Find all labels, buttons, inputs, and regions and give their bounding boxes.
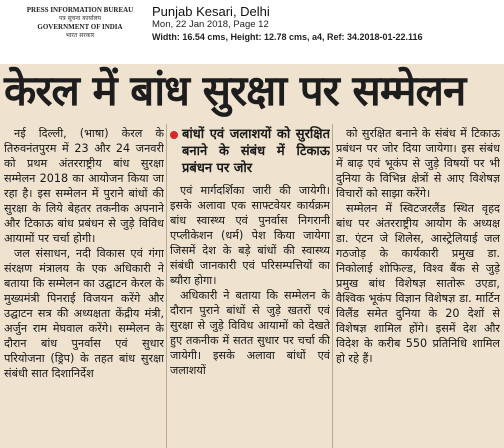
paragraph: अधिकारी ने बताया कि सम्मेलन के दौरान पुराने बांधों से जुड़े खतरों एवं सुरक्षा से जुड़े विविध आयामों को देखते हुए तकनीक में सतत सुधार पर चर्चा की जायेगी। इसके अलावा बांधों एवं जलाशयों xyxy=(170,289,330,377)
clipping-header xyxy=(0,0,504,64)
subhead-text: बांधों एवं जलाशयों को सुरक्षित बनाने के संबंध में टिकाऊ प्रबंधन पर जोर xyxy=(182,127,330,176)
newspaper-clipping xyxy=(0,64,504,448)
article-column-3 xyxy=(336,126,500,448)
date-page: Mon, 22 Jan 2018, Page 12 xyxy=(152,19,269,30)
article-column-2 xyxy=(170,126,330,448)
column-divider xyxy=(166,124,167,448)
publication-name: Punjab Kesari, Delhi xyxy=(152,4,270,19)
column-divider xyxy=(332,124,333,448)
clipping-meta xyxy=(152,4,502,43)
pib-emblem xyxy=(6,6,154,58)
org-name-hi: पत्र सूचना कार्यालय xyxy=(58,15,102,22)
org-name-en: PRESS INFORMATION BUREAU xyxy=(26,6,134,14)
paragraph: जल संसाधन, नदी विकास एवं गंगा संरक्षण मंत्रालय के एक अधिकारी ने बताया कि सम्मेलन का उद्घाटन केरल के मुख्यमंत्री पिनराई विजयन करेंगे और उद्घाटन सत्र की अध्यक्षता केंद्रीय मंत्री, अर्जुन राम मेघवाल करेंगे। सम्मेलन के दौरान बांध पुनर्वास एवं सुधार परियोजना (ड्रिप) के तहत बांध सुरक्षा संबंधी सात दिशानिर्देश xyxy=(4,247,164,380)
paragraph: नई दिल्ली, (भाषा) केरल के तिरुवनंतपुरम में 23 और 24 जनवरी को प्रथम अंतरराष्ट्रीय बांध सुरक्षा सम्मेलन 2018 का आयोजन किया जा रहा है। इस सम्मेलन में पुराने बांधों की सुरक्षा के लिये बेहतर तकनीक अपनाने और टिकाऊ बांध प्रबंधन से जुड़े विविध आयामों पर चर्चा होगी। xyxy=(4,127,164,245)
paragraph: एवं मार्गदर्शिका जारी की जायेगी। इसके अलावा एक साफ्टवेयर कार्यक्रम बांध स्वास्थ्य एवं पुनर्वास निगरानी एप्लीकेशन (धर्म) पेश किया जायेगा जिसमें देश के बड़े बांधों की स्वास्थ्य संबंधी जानकारी एवं परिसम्पत्तियों का ब्यौरा होगा। xyxy=(170,184,330,287)
govt-name-en: GOVERNMENT OF INDIA xyxy=(37,23,123,31)
article-headline: केरल में बांध सुरक्षा पर सम्मेलन xyxy=(4,66,466,115)
article-subhead xyxy=(170,126,330,177)
govt-name-hi: भारत सरकार xyxy=(65,32,95,39)
article-column-1 xyxy=(4,126,164,448)
bullet-icon xyxy=(170,131,178,139)
paragraph: सम्मेलन में स्विटजरलैंड स्थित वृहद बांध पर अंतरराष्ट्रीय आयोग के अध्यक्ष डा. एंटन जे शिलेस, आस्ट्रेलियाई जल गठजोड़ के कार्यकारी प्रमुख डा. निकोलाई शोफिल्ड, विश्व बैंक से जुड़े प्रमुख बांध विशेषज्ञ सातोरू उएडा, वैश्विक भूकंप विज्ञान विशेषज्ञ डा. मार्टिन विलैंड समेत दुनिया के 20 देशों से विशेषज्ञ शामिल होंगे। इसमें देश और विदेश के करीब 550 प्रतिनिधि शामिल हो रहे हैं। xyxy=(336,202,500,365)
clip-dimensions: Width: 16.54 cms, Height: 12.78 cms, a4, Ref: 34.2018-01-22.116 xyxy=(152,32,423,42)
paragraph: को सुरक्षित बनाने के संबंध में टिकाऊ प्रबंधन पर जोर दिया जायेगा। इस संबंध में बाढ़ एवं भूकंप से जुड़े विषयों पर भी दुनिया के विभिन्न क्षेत्रों से आए विशेषज्ञ विचारों को साझा करेंगे। xyxy=(336,127,500,200)
